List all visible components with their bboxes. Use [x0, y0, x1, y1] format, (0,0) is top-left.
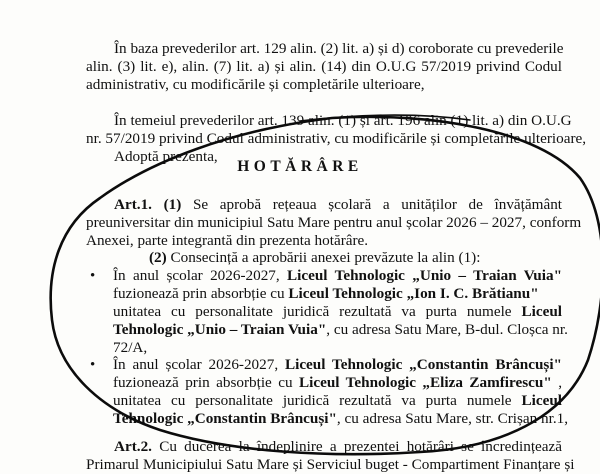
bullet1-text1: În anul școlar 2026-2027,	[113, 267, 288, 284]
art1-sub-text: Consecință a aprobării anexei prevăzute la alin (1):	[170, 249, 481, 266]
bullet2-text3: unitatea cu personalitate juridică rezultată va purta numele	[113, 392, 512, 409]
bullet1-school3b: Tehnologic „Unio – Traian Vuia"	[113, 321, 327, 338]
bullet1-text3: unitatea cu personalitate juridică rezultată va purta numele	[113, 303, 512, 320]
art1-paragraph2	[149, 249, 480, 267]
bullet1-line1	[113, 267, 562, 285]
art2-text1: Cu ducerea la îndeplinire a prezentei hotărâri se încredințează	[159, 438, 563, 455]
bullet1-text4: , cu adresa Satu Mare, B-dul. Cloșca nr.	[326, 321, 568, 338]
art1-line3: Anexei, parte integrantă din prezenta hotărâre.	[86, 232, 369, 249]
bullet2-school2: Liceul Tehnologic „Eliza Zamfirescu"	[299, 374, 552, 391]
art1-text1: Se aprobă rețeaua școlară a unităților de învățământ	[192, 196, 563, 213]
bullet2-school3a: Liceul	[521, 392, 562, 409]
bullet2-text4: , cu adresa Satu Mare, str. Crișan nr.1,	[336, 410, 569, 427]
document-title: HOTĂRÂRE	[237, 158, 363, 175]
bullet1-text2: fuzionează prin absorbție cu	[113, 285, 289, 302]
bullet1-line3	[113, 303, 562, 321]
bullet-icon: •	[90, 357, 96, 373]
bullet1-school1: Liceul Tehnologic „Unio – Traian Vuia"	[287, 267, 563, 284]
art1-number: (1)	[163, 196, 182, 213]
bullet2-text2: fuzionează prin absorbție cu	[113, 374, 299, 391]
art1-label: Art.1.	[114, 196, 152, 213]
art2-line2: Primarul Municipiului Satu Mare și Serviciul buget - Compartiment Finanțare și	[86, 456, 575, 473]
bullet1-school2: Liceul Tehnologic „Ion I. C. Brătianu"	[288, 285, 539, 302]
art1-sub-number: (2)	[149, 249, 167, 266]
paragraph2-line1: În temeiul prevederilor art. 139 alin. (1) și art. 196 alin (1) lit. a) din O.U.G	[114, 112, 572, 129]
art1-line2: preuniversitar din municipiul Satu Mare pentru anul școlar 2026 – 2027, conform	[86, 214, 582, 231]
bullet2-text1: În anul școlar 2026-2027,	[113, 356, 285, 373]
paragraph1-line2: alin. (3) lit. e), alin. (7) lit. a) și alin. (14) din O.U.G 57/2019 privind Codul	[86, 58, 562, 75]
paragraph2-line2: nr. 57/2019 privind Codul administrativ, cu modificările și completările ulterioare,	[86, 130, 587, 147]
bullet2-line2	[113, 374, 562, 392]
paragraph1-line1: În baza prevederilor art. 129 alin. (2) lit. a) și d) coroborate cu prevederile	[114, 40, 564, 57]
bullet2-line4	[113, 410, 568, 428]
bullet1-line5: 72/A,	[113, 339, 148, 356]
paragraph2-line3: Adoptă prezenta,	[114, 148, 218, 165]
art2-label: Art.2.	[114, 438, 152, 455]
paragraph1-line3: administrativ, cu modificările și completările ulterioare,	[86, 76, 425, 93]
bullet2-line1	[113, 356, 562, 374]
bullet2-line3	[113, 392, 562, 410]
art2-line1	[114, 438, 562, 456]
bullet1-line4	[113, 321, 568, 339]
bullet1-school3a: Liceul	[521, 303, 562, 320]
bullet1-line2	[113, 285, 539, 303]
bullet2-school1: Liceul Tehnologic „Constantin Brâncuși"	[284, 356, 562, 373]
bullet2-text2b: ,	[551, 374, 563, 391]
bullet-icon: •	[90, 268, 96, 284]
bullet2-school3b: Tehnologic „Constantin Brâncuși"	[113, 410, 337, 427]
art1-line1	[114, 196, 562, 214]
